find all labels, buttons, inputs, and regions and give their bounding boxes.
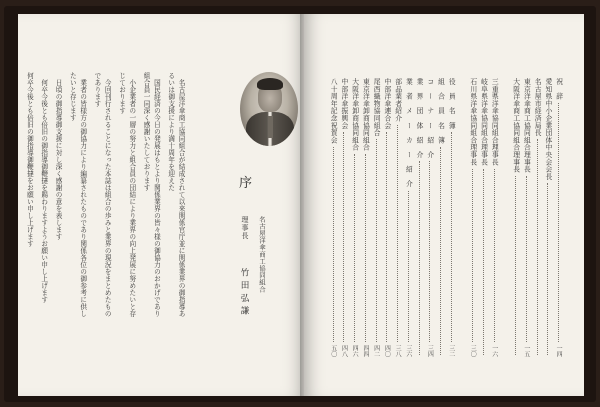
toc-leader-dots [354,154,355,342]
toc-entry [543,78,554,358]
toc-page-number: 五〇 [329,345,337,358]
signature-name: 竹田弘謙 [239,268,249,319]
toc-page-number: 四二 [372,345,380,358]
toc-entry-label: 名古屋市経済局長 [533,78,542,137]
toc-entry [371,78,382,358]
toc-leader-dots [440,147,441,355]
toc-entry [521,78,532,358]
toc-leader-dots [429,161,430,342]
preface-paragraph: 名古屋洋傘商工協同組合が結成されて以来関係官庁並に関係業界の御指導あるいは御支援により満十周年を迎えた [166,72,185,317]
toc-leader-dots [365,154,366,342]
toc-leader-dots [451,132,452,342]
toc-entry-label: 組 合 員 名 簿 [436,78,445,144]
toc-entry [500,78,511,358]
toc-entry [360,78,371,358]
toc-leader-dots [526,176,527,342]
toc-leader-dots [408,191,409,343]
toc-entry [553,78,564,358]
toc-leader-dots [494,169,495,343]
toc-entry [349,78,360,358]
toc-leader-dots [386,132,387,342]
toc-page-number: 一六 [490,345,498,358]
toc-entry-label: 愛知県中小企業団体中央会会長 [543,78,552,181]
toc-page-number: 四四 [361,345,369,358]
preface-paragraph: 業者の皆様方の御協力により編纂されたものであり関係各位の御参考に供したいと存じます [68,72,87,317]
toc-entry [510,78,521,358]
toc-leader-dots [547,183,548,355]
toc-entry-label: 岐阜県洋傘協同組合理事長 [479,78,488,166]
toc-leader-dots [333,147,334,343]
toc-entry [532,78,543,358]
toc-entry-label: 中部洋傘連合会 [382,78,391,130]
toc-entry [467,78,478,358]
preface-paragraph: 日頃の御指導御支援に対し深く感謝の意を表します [54,78,63,240]
toc-leader-dots [472,169,473,343]
toc-page-number: 四八 [340,345,348,358]
toc-entry-label: 八十周年記念祝賀会 [329,78,338,144]
toc-entry [424,78,435,358]
toc-page-number: 三二 [447,345,455,358]
toc-entry-label: 役 員 名 簿 [447,78,456,130]
toc-entry-label: 東京洋傘卸商協同組合 [361,78,370,151]
toc-leader-dots [419,161,420,355]
preface-paragraph: 小企業者の一層の努力と組合員の団結により業界の向上発展に努めたいと存じております [117,72,136,317]
toc-entry-label: 祝 辞 [554,78,563,100]
toc-entry [339,78,350,358]
toc-entry [328,78,339,358]
toc-entry [446,78,457,358]
toc-entry [403,78,414,358]
toc-entry-label: 尾西織物協同組合 [372,78,381,137]
toc-leader-dots [483,169,484,355]
toc-entry-label: コ ー ナ ー 紹 介 [425,78,434,159]
toc-leader-dots [376,139,377,342]
toc-page-number: 一四 [555,345,563,358]
toc-entry-label: 部品業者紹介 [393,78,402,122]
toc-page-number: 三四 [426,345,434,358]
preface-paragraph: 今回刊行されることになった本誌は組合の歩みと業界の現況をまとめたものであります [92,72,112,317]
toc-entry [392,78,403,358]
toc-page-number: 四六 [351,345,359,358]
toc-leader-dots [537,139,538,355]
toc-entry-label: 業 者 メ ー カ ー 紹 介 [404,78,413,188]
signature-organization: 名古屋洋傘商工協同組合 [258,216,266,293]
toc-entry-label: 三重県洋傘協同組合理事長 [490,78,499,166]
preface-title: 序 [239,176,253,191]
book-spread [4,6,596,402]
toc-leader-dots [397,125,398,343]
toc-entry [382,78,393,358]
toc-page-number: 三〇 [469,345,477,358]
toc-page-number: 三六 [404,345,412,358]
toc-leader-dots [515,176,516,355]
left-page [18,14,304,396]
toc-entry-label: 東京洋傘商工協同組合理事長 [522,78,531,173]
toc-entry [489,78,500,358]
toc-entry-label: 業 界 団 体 紹 介 [415,78,424,159]
toc-entry-label: 石川県洋傘協同組合理事長 [468,78,477,166]
portrait-photo [240,72,298,146]
table-of-contents [328,78,564,358]
preface-body [20,72,186,322]
toc-entry [457,78,468,358]
toc-leader-dots [558,103,559,342]
toc-entry [478,78,489,358]
toc-entry [414,78,425,358]
right-page [304,14,584,396]
toc-entry [435,78,446,358]
toc-entry-label: 中部洋傘振興会 [339,78,348,130]
toc-page-number: 一五 [522,345,530,358]
preface-closing: 何卒今後とも倍旧の御指導御鞭撻をお願い申し上げます [25,72,34,247]
preface-paragraph: 国民経済の今日の発展はもとより関係業界の皆々様の御協力のおかげであり組合員一同深く感謝いたしております [142,72,161,317]
signature-title: 理事長 [241,216,249,240]
toc-page-number: 三八 [394,345,402,358]
toc-entry-label: 大阪洋傘卸商協同組合 [350,78,359,151]
toc-leader-dots [343,132,344,342]
toc-page-number: 四〇 [383,345,391,358]
toc-entry-label: 大阪洋傘商工協同組合理事長 [511,78,520,173]
preface-paragraph: 何卒今後とも倍旧の御指導御鞭撻を賜わりますようお願い申し上げます [39,78,48,303]
